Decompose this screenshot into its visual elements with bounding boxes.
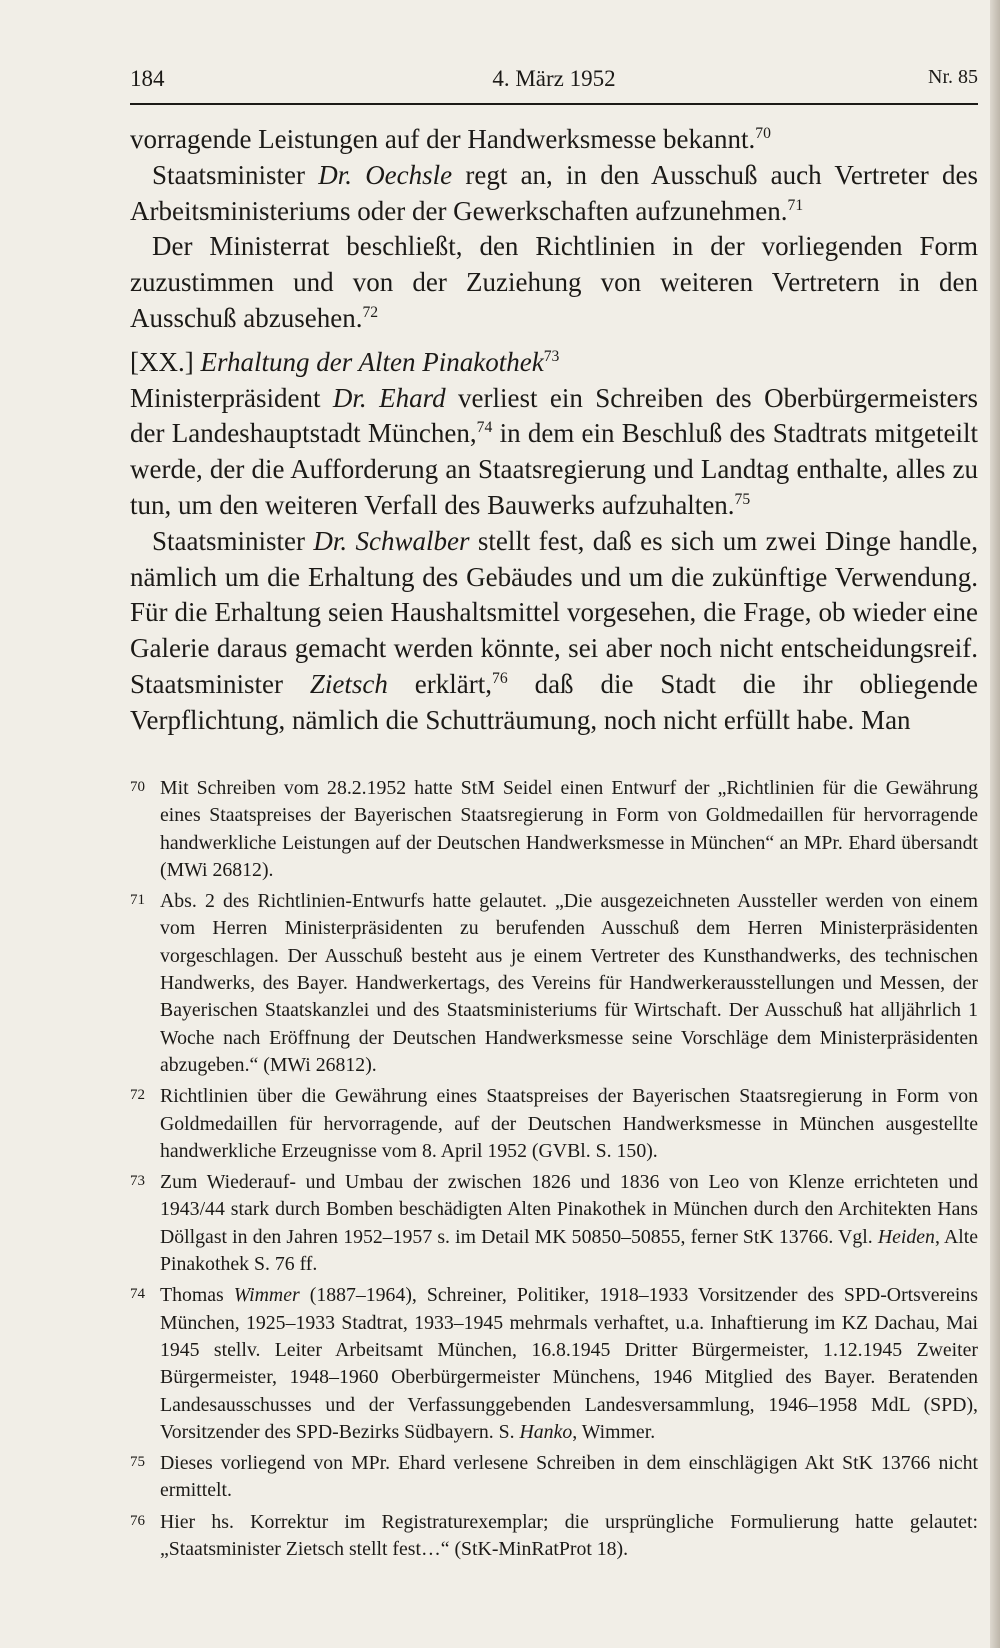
footnote-text: Zum Wiederauf- und Umbau der zwischen 1826 und 1836 von Leo von Klenze errichteten und 1943/44 stark durch Bomben beschädigten Alten Pinakothek in München durch den Architekten Hans Döllgast in den Jahren 1952–1957 s. im Detail MK 50850–50855, ferner StK 13766. Vgl. [160, 1171, 978, 1248]
main-text [130, 122, 978, 739]
footnote [130, 775, 978, 884]
footnote-text: , Alte Pinakothek S. 76 ff. [160, 1225, 979, 1276]
footnote-text: Abs. 2 des Richtlinien-Entwurfs hatte gelautet. „Die ausgezeichneten Aussteller werden von einem vom Herren Ministerpräsidenten zu berufenden Ausschuß dem Herren Ministerpräsidenten vorgeschlagen. Der Ausschuß besteht aus je einem Vertreter des Kunsthandwerks, des technischen Handwerks, des Bayer. Handwerkertags, des Vereins für Handwerkerausstellungen und Messen, der Bayerischen Staatskanzlei und des Staatsministeriums für Wirtschaft. Der Ausschuß hat alljährlich 1 Woche nach Eröffnung der Deutschen Handwerksmesse seine Vorschläge dem Ministerpräsidenten abzugeben.“ (MWi 26812). [160, 890, 978, 1076]
footnote [130, 1083, 978, 1165]
footnote-number: 70 [130, 779, 145, 795]
footnote-ref[interactable]: 72 [362, 303, 379, 321]
running-head [130, 66, 978, 106]
footnote-number: 71 [130, 892, 145, 909]
speaker-name: Zietsch [309, 668, 388, 699]
footnote [130, 1509, 978, 1564]
footnote-number: 72 [130, 1087, 145, 1104]
section-number: [XX.] [130, 346, 194, 377]
section-heading [130, 345, 978, 381]
speaker-name: Oechsle [365, 159, 453, 190]
footnote-ref[interactable]: 70 [755, 125, 771, 142]
author-name: Hanko [519, 1420, 573, 1443]
footnote-ref[interactable]: 71 [787, 196, 804, 214]
speaker-name: Schwalber [355, 525, 470, 556]
footnote [130, 1169, 978, 1278]
footnote-number: 74 [130, 1286, 145, 1303]
footnote-text: Dieses vorliegend von MPr. Ehard verlesene Schreiben in dem einschlägigen Akt StK 13766 nicht ermittelt. [160, 1452, 978, 1502]
footnote-ref[interactable]: 74 [476, 419, 493, 437]
header-date: 4. März 1952 [492, 66, 616, 91]
document-number: Nr. 85 [928, 66, 978, 88]
footnote-number: 75 [130, 1454, 145, 1471]
footnote-ref[interactable]: 75 [734, 490, 751, 508]
footnote-text: , Wimmer. [572, 1420, 656, 1443]
paragraph-ehard: Ministerpräsident Dr. Ehard verliest ein Schreiben des Oberbürgermeisters der Landeshauptstadt München,$^{74}$ in dem ein Beschluß des Stadtrats mitgeteilt werde, der die Aufforderung an Staatsregierung und Landtag enthalte, alles zu tun, um den weiteren Verfall des Bauwerks aufzuhalten.$^{75}$ [130, 382, 979, 520]
paragraph-schwalber: Staatsminister Dr. Schwalber stellt fest, daß es sich um zwei Dinge handle, nämlich um die Erhaltung des Gebäudes und um die zukünftige Verwendung. Für die Erhaltung seien Haushaltsmittel vorgesehen, die Frage, ob wieder eine Galerie daraus gemacht werden könnte, sei aber noch nicht entscheidungsreif. Staatsminister Zietsch erklärt,$^{76}$ daß die Stadt die ihr obliegende Verpflichtung, nämlich die Schutträumung, noch nicht erfüllt habe. Man [130, 525, 979, 735]
page-number: 184 [130, 66, 165, 91]
footnote-text: Mit Schreiben vom 28.2.1952 hatte StM Seidel einen Entwurf der „Richtlinien für die Gewährung eines Staatspreises der Bayerischen Staatsregierung in Form von Goldmedaillen für hervorragende handwerkliche Leistungen auf der Deutschen Handwerksmesse in München“ an MPr. Ehard übersandt (MWi 26812). [160, 777, 978, 881]
footnote-number: 73 [130, 1173, 145, 1190]
footnote-ref[interactable]: 76 [492, 669, 508, 687]
footnote [130, 1282, 978, 1446]
section-title: Erhaltung der Alten Pinakothek [200, 346, 544, 377]
scan-edge-shadow [990, 0, 1000, 1648]
paragraph-resolution: Der Ministerrat beschließt, den Richtlinien in der vorliegenden Form zuzustimmen und von der Zuziehung von weiteren Vertretern in den Ausschuß abzusehen.$^{72}$ [130, 231, 978, 333]
footnote [130, 888, 978, 1079]
footnote [130, 1450, 978, 1505]
author-name: Heiden [877, 1225, 935, 1248]
footnote-ref[interactable]: 73 [543, 347, 560, 365]
paragraph-continuation: vorragende Leistungen auf der Handwerksmesse bekannt.$^{70}$ [130, 124, 771, 154]
footnotes [130, 775, 978, 1567]
speaker-name: Ehard [379, 382, 446, 413]
footnote-text: Hier hs. Korrektur im Registraturexemplar; die ursprüngliche Formulierung hatte gelautet: „Staatsminister Zietsch stellt fest…“ (StK-MinRatProt 18). [160, 1510, 978, 1561]
footnote-text: Richtlinien über die Gewährung eines Staatspreises der Bayerischen Staatsregierung in Form von Goldmedaillen für hervorragende, auf der Deutschen Handwerksmesse in München ausgestellte handwerkliche Erzeugnisse vom 8. April 1952 (GVBl. S. 150). [160, 1085, 978, 1162]
header-rule [130, 103, 978, 105]
footnote-text: Thomas [160, 1284, 234, 1307]
footnote-text: (1887–1964), Schreiner, Politiker, 1918–1933 Vorsitzender des SPD-Ortsvereins München, 1925–1933 Stadtrat, 1933–1945 mehrmals verhaftet, u.a. Inhaftierung im KZ Dachau, Mai 1945 stellv. Leiter Arbeitsamt München, 16.8.1945 Dritter Bürgermeister, 1.12.1945 Zweiter Bürgermeister, 1948–1960 Oberbürgermeister Münchens, 1946 Mitglied des Bayer. Beratenden Landesausschusses und der Verfassunggebenden Landesversammlung, 1946–1958 MdL (SPD), Vorsitzender des SPD-Bezirks Südbayern. S. [160, 1284, 978, 1443]
author-name: Wimmer [233, 1284, 300, 1307]
paragraph-oechsle: Staatsminister Dr. Oechsle regt an, in den Ausschuß auch Vertreter des Arbeitsministeriums oder der Gewerkschaften aufzunehmen.$^{71}$ [130, 159, 979, 226]
footnote-number: 76 [130, 1512, 145, 1529]
